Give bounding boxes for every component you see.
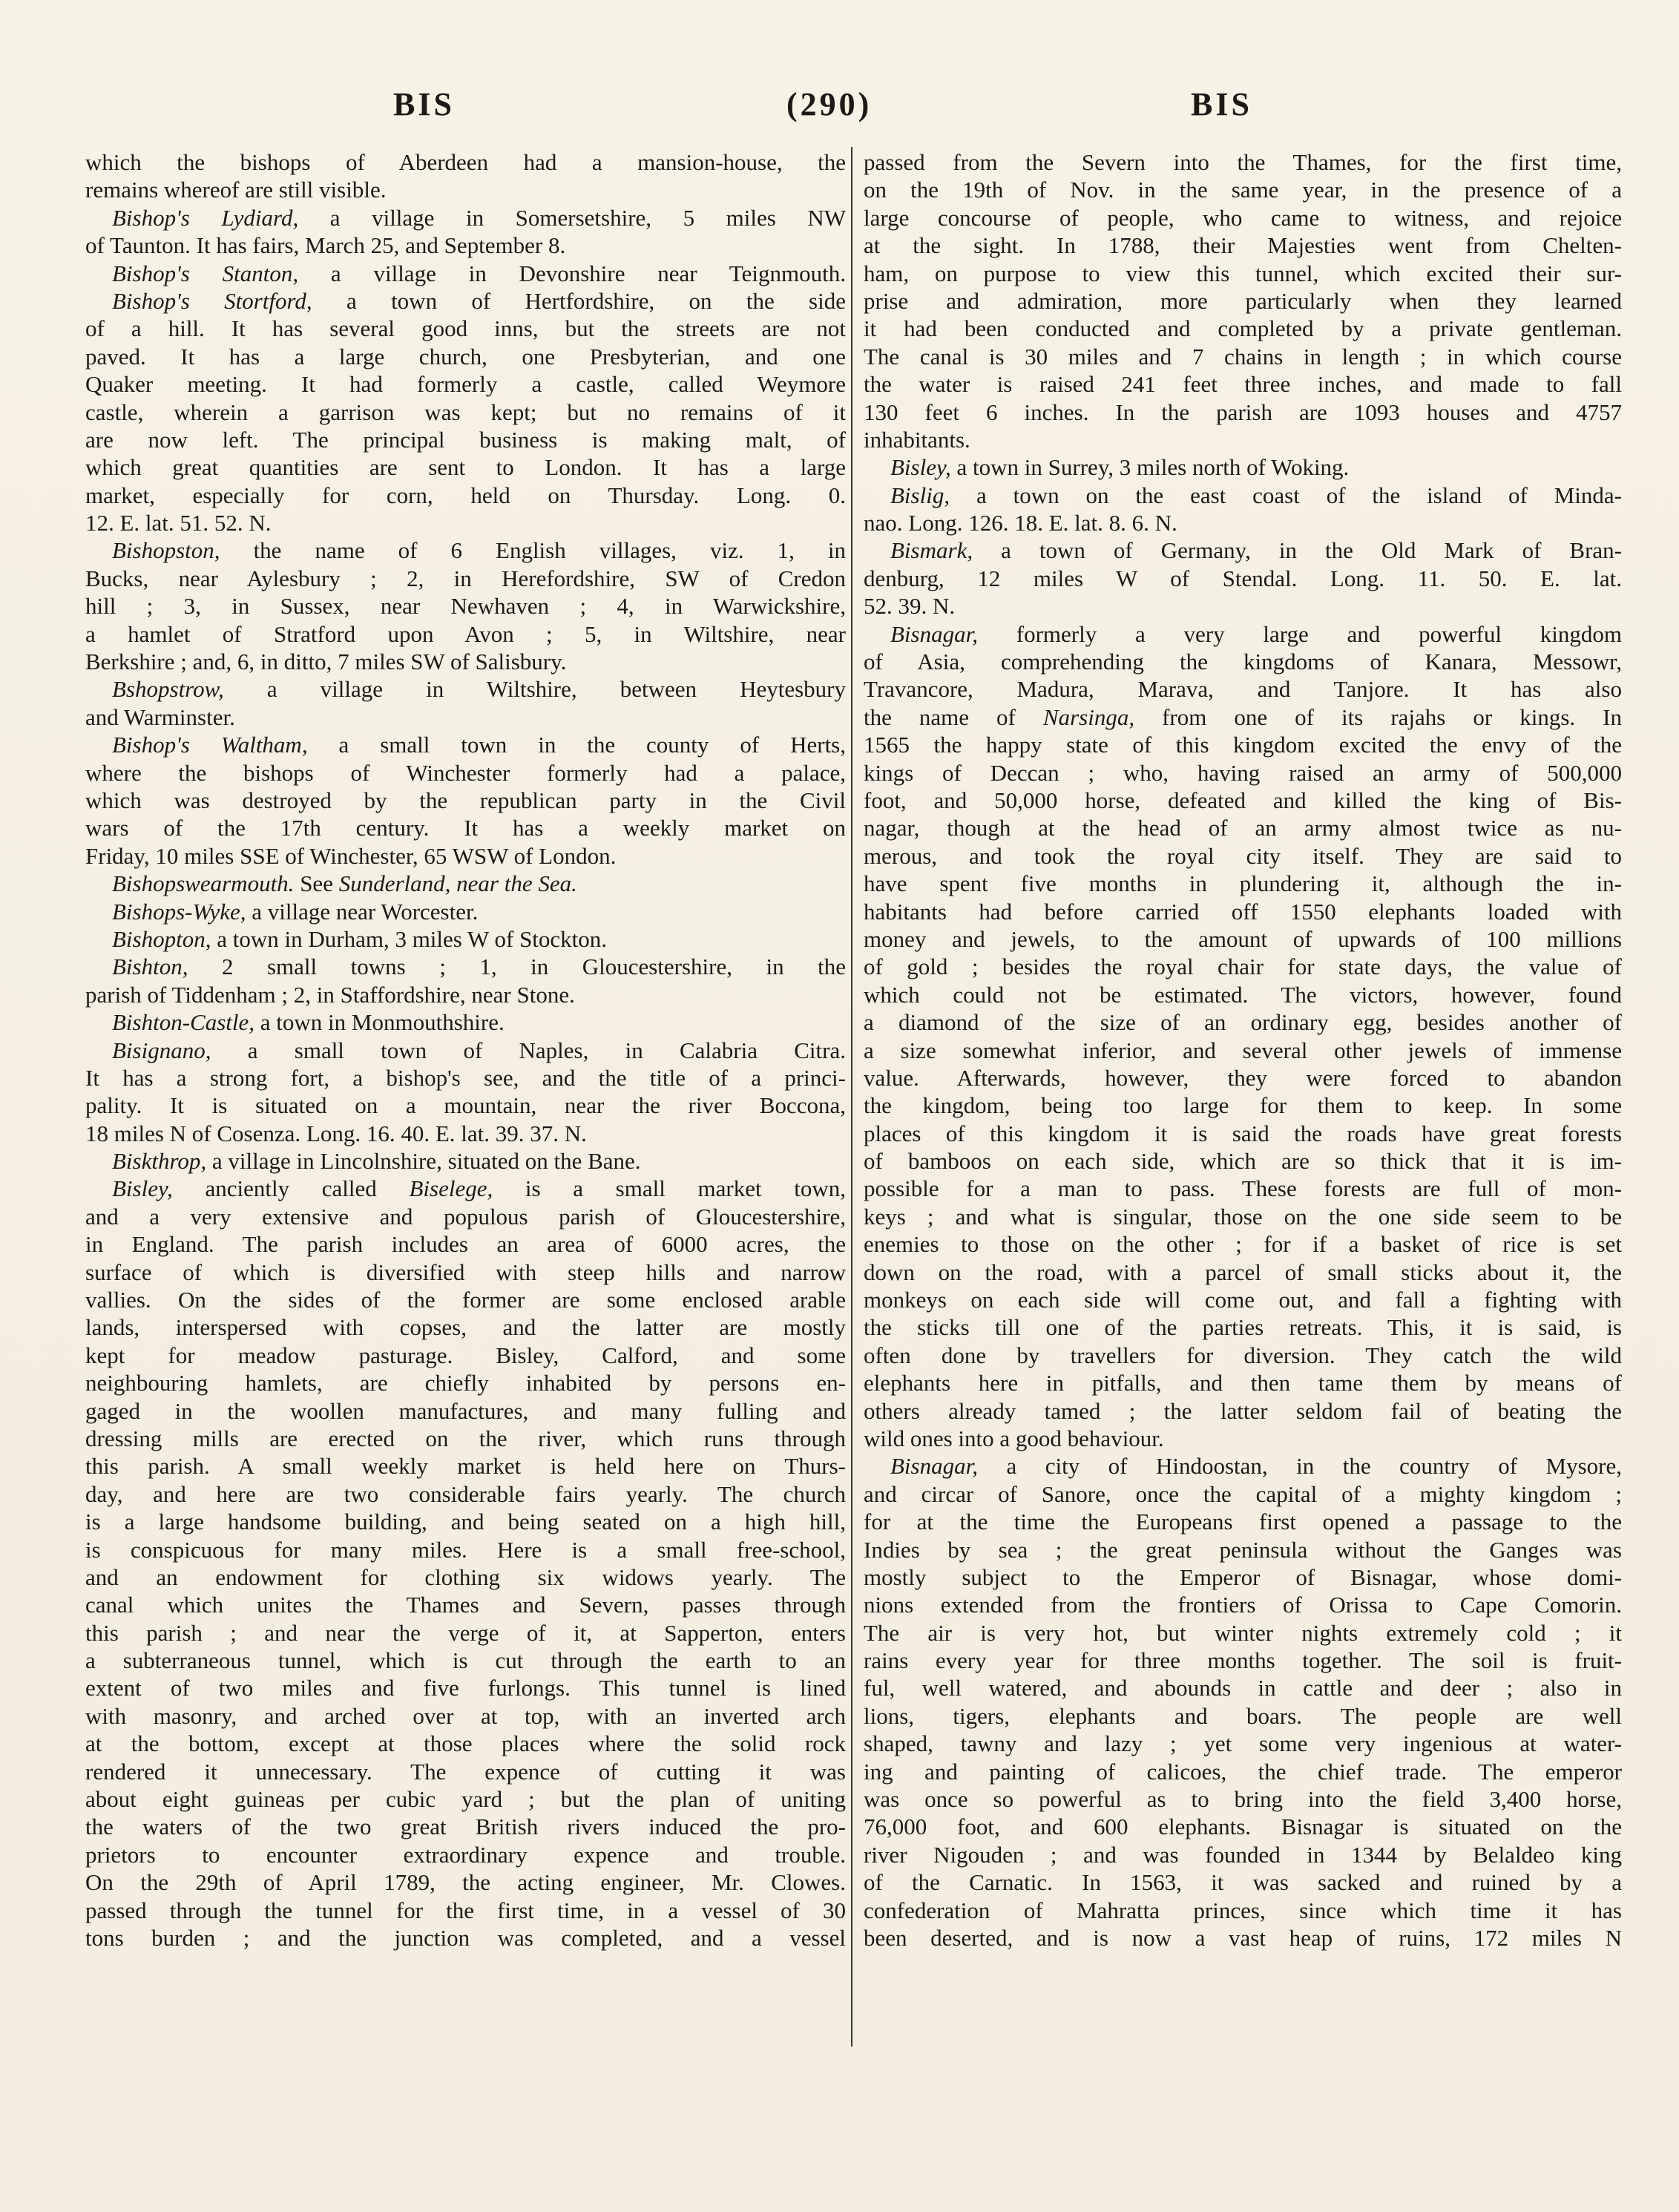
text-line (864, 703, 1622, 731)
entry-text: kept for meadow pasturage. Bisley, Calford, and some (85, 1342, 846, 1368)
text-line (864, 1868, 1622, 1896)
entry-text: The air is very hot, but winter nights extremely cold ; it (864, 1619, 1622, 1646)
entry-text: shaped, tawny and lazy ; yet some very ingenious at water- (864, 1730, 1622, 1757)
entry-text: Travancore, Madura, Marava, and Tanjore. It has also (864, 676, 1622, 703)
text-line (85, 925, 846, 953)
text-line (864, 1841, 1622, 1868)
entry-term: Bishton-Castle, (112, 1009, 255, 1036)
entry-text: from one of its rajahs or kings. In (1134, 703, 1622, 730)
entry-text: hill ; 3, in Sussex, near Newhaven ; 4, in Warwickshire, (85, 593, 846, 620)
entry-text: vallies. On the sides of the former are some enclosed arable (85, 1287, 846, 1313)
text-line (85, 1702, 846, 1730)
text-line (864, 1425, 1622, 1452)
text-line (85, 1813, 846, 1840)
text-line (85, 287, 846, 315)
entry-text: of a hill. It has several good inns, but the streets are not (85, 315, 846, 342)
entry-text: mostly subject to the Emperor of Bisnagar, whose domi- (864, 1563, 1622, 1590)
entry-text: on the 19th of Nov. in the same year, in the presence of a (864, 177, 1622, 203)
text-line (864, 232, 1622, 259)
entry-text: habitants had before carried off 1550 elephants loaded with (864, 898, 1622, 925)
entry-text: in England. The parish includes an area of 6000 acres, the (85, 1231, 846, 1258)
text-line (864, 204, 1622, 232)
entry-text: and Warminster. (85, 703, 235, 730)
text-line (85, 426, 846, 453)
text-line (85, 1120, 846, 1147)
text-line (85, 509, 846, 536)
entry-text: large concourse of people, who came to witness, and rejoice (864, 204, 1622, 231)
entry-text: a town of Germany, in the Old Mark of Bran- (973, 537, 1622, 564)
entry-text: castle, wherein a garrison was kept; but no remains of it (85, 398, 846, 425)
text-line (85, 1064, 846, 1092)
text-line (864, 1175, 1622, 1202)
entry-text: 18 miles N of Cosenza. Long. 16. 40. E. lat. 39. 37. N. (85, 1120, 587, 1146)
entry-text: value. Afterwards, however, they were forced to abandon (864, 1064, 1622, 1091)
entry-term: Bisley, (890, 454, 951, 481)
text-line (85, 981, 846, 1008)
text-line (864, 1369, 1622, 1397)
entry-text: river Nigouden ; and was founded in 1344 by Belaldeo king (864, 1841, 1622, 1868)
entry-term: Bishopston, (112, 537, 220, 564)
entry-text: about eight guineas per cubic yard ; but the plan of uniting (85, 1786, 846, 1813)
right-column (864, 148, 1622, 1952)
entry-text: others already tamed ; the latter seldom fail of beating the (864, 1397, 1622, 1424)
text-line (85, 1397, 846, 1425)
entry-text: and circar of Sanore, once the capital of a mighty kingdom ; (864, 1480, 1622, 1507)
entry-text: and an endowment for clothing six widows yearly. The (85, 1563, 846, 1590)
entry-text: at the bottom, except at those places where the solid rock (85, 1730, 846, 1757)
entry-text: anciently called (172, 1175, 410, 1202)
entry-text: monkeys on each side will come out, and fall a fighting with (864, 1287, 1622, 1313)
text-line (864, 426, 1622, 453)
text-line (85, 453, 846, 481)
entry-text: which was destroyed by the republican party in the Civil (85, 787, 846, 813)
text-line (864, 1203, 1622, 1230)
text-line (85, 1868, 846, 1896)
text-line (85, 842, 846, 870)
entry-text: gaged in the woollen manufactures, and many fulling and (85, 1397, 846, 1424)
entry-text: the water is raised 241 feet three inches, and made to fall (864, 371, 1622, 398)
text-line (85, 814, 846, 841)
text-line (85, 1037, 846, 1064)
entry-term: Bishopswearmouth. (112, 870, 295, 897)
entry-text: and a very extensive and populous parish of Gloucestershire, (85, 1203, 846, 1230)
entry-text: a village in Devonshire near Teignmouth. (298, 260, 846, 286)
text-line (85, 1785, 846, 1813)
text-line (85, 592, 846, 620)
entry-term: Bishops-Wyke, (112, 898, 246, 925)
entry-text: wars of the 17th century. It has a weekly market on (85, 815, 846, 841)
text-line (864, 1813, 1622, 1840)
entry-text: the kingdom, being too large for them to keep. In some (864, 1092, 1622, 1119)
entry-text: inhabitants. (864, 426, 970, 453)
text-line (864, 1563, 1622, 1591)
text-line (864, 1147, 1622, 1175)
entry-text: was once so powerful as to bring into the field 3,400 horse, (864, 1786, 1622, 1813)
text-line (864, 315, 1622, 342)
text-line (85, 1536, 846, 1563)
text-line (85, 176, 846, 203)
text-line (864, 148, 1622, 176)
text-line (864, 1591, 1622, 1618)
text-line (85, 1342, 846, 1369)
text-line (864, 1536, 1622, 1563)
entry-text: lands, interspersed with copses, and the latter are mostly (85, 1314, 846, 1341)
page-number: (290) (786, 86, 873, 122)
text-line (85, 565, 846, 592)
entry-text: the sticks till one of the parties retreats. This, it is said, is (864, 1314, 1622, 1341)
text-line (864, 1092, 1622, 1119)
text-line (85, 1619, 846, 1647)
text-line (864, 565, 1622, 592)
entry-text: a small town in the county of Herts, (307, 732, 846, 758)
text-line (85, 148, 846, 176)
entry-term: Bisnagar, (890, 620, 978, 647)
entry-text: Bucks, near Aylesbury ; 2, in Herefordshire, SW of Credon (85, 565, 846, 591)
entry-text: 52. 39. N. (864, 593, 956, 620)
text-line (864, 370, 1622, 398)
text-line (85, 1452, 846, 1480)
entry-text: canal which unites the Thames and Severn, passes through (85, 1592, 846, 1618)
entry-text: is a large handsome building, and being seated on a high hill, (85, 1509, 846, 1535)
entry-text: the name of 6 English villages, viz. 1, in (220, 537, 846, 564)
entry-text: day, and here are two considerable fairs yearly. The church (85, 1480, 846, 1507)
entry-text: formerly a very large and powerful kingdom (978, 620, 1622, 647)
text-line (864, 1230, 1622, 1258)
entry-text: paved. It has a large church, one Presbyterian, and one (85, 343, 846, 370)
text-line (864, 1452, 1622, 1480)
text-line (864, 1674, 1622, 1701)
entry-text: it had been conducted and completed by a private gentleman. (864, 315, 1622, 342)
entry-text: merous, and took the royal city itself. They are said to (864, 842, 1622, 869)
text-line (85, 398, 846, 426)
text-line (85, 1647, 846, 1674)
entry-text: have spent five months in plundering it, although the in- (864, 870, 1622, 897)
entry-text: money and jewels, to the amount of upwards of 100 millions (864, 925, 1622, 952)
column-divider (851, 147, 852, 2047)
text-line (864, 925, 1622, 953)
entry-text: nagar, though at the head of an army almost twice as nu- (864, 815, 1622, 841)
text-line (85, 648, 846, 675)
text-line (85, 232, 846, 259)
text-line (85, 1092, 846, 1119)
text-line (864, 1647, 1622, 1674)
entry-text: Quaker meeting. It had formerly a castle, called Weymore (85, 371, 846, 398)
entry-text: a village in Wiltshire, between Heytesbury (223, 676, 846, 703)
text-line (864, 343, 1622, 370)
entry-text: lions, tigers, elephants and boars. The people are well (864, 1702, 1622, 1729)
text-line (85, 1730, 846, 1757)
text-line (864, 1258, 1622, 1286)
text-line (864, 675, 1622, 703)
entry-text: ing and painting of calicoes, the chief trade. The emperor (864, 1758, 1622, 1785)
text-line (85, 759, 846, 787)
entry-text: a town of Hertfordshire, on the side (312, 287, 846, 314)
entry-text: remains whereof are still visible. (85, 177, 387, 203)
text-line (85, 1480, 846, 1508)
text-line (85, 1674, 846, 1701)
entry-text: the waters of the two great British rivers induced the pro- (85, 1814, 846, 1840)
entry-term: Bismark, (890, 537, 973, 564)
text-line (864, 1037, 1622, 1064)
entry-text: See (294, 870, 339, 897)
text-line (864, 814, 1622, 841)
entry-text: enemies to those on the other ; for if a basket of rice is set (864, 1231, 1622, 1258)
text-line (864, 592, 1622, 620)
text-line (85, 1758, 846, 1785)
entry-text: a village near Worcester. (246, 898, 479, 925)
entry-term: Bishop's Lydiard, (112, 204, 299, 231)
entry-term: Biselege, (409, 1175, 493, 1202)
entry-term: Narsinga, (1042, 703, 1135, 730)
text-line (864, 260, 1622, 287)
text-line (85, 1508, 846, 1535)
text-line (85, 260, 846, 287)
entry-text: prietors to encounter extraordinary expence and trouble. (85, 1841, 846, 1868)
entry-text: 130 feet 6 inches. In the parish are 1093 houses and 4757 (864, 398, 1622, 425)
entry-text: 2 small towns ; 1, in Gloucestershire, in the (188, 954, 846, 980)
text-line (864, 953, 1622, 980)
entry-text: nions extended from the frontiers of Orissa to Cape Comorin. (864, 1592, 1622, 1618)
text-line (85, 675, 846, 703)
entry-text: wild ones into a good behaviour. (864, 1425, 1164, 1451)
text-line (864, 731, 1622, 758)
entry-term: Bishton, (112, 954, 188, 980)
text-line (864, 1730, 1622, 1757)
text-line (864, 1897, 1622, 1924)
running-header (0, 85, 1679, 130)
text-line (85, 1425, 846, 1452)
entry-text: surface of which is diversified with steep hills and narrow (85, 1258, 846, 1285)
text-line (85, 731, 846, 758)
entry-text: extent of two miles and five furlongs. This tunnel is lined (85, 1675, 846, 1701)
text-line (864, 287, 1622, 315)
text-line (85, 482, 846, 509)
entry-text: pality. It is situated on a mountain, near the river Boccona, (85, 1092, 846, 1119)
entry-text: dressing mills are erected on the river, which runs through (85, 1425, 846, 1451)
entry-text: 12. E. lat. 51. 52. N. (85, 510, 272, 536)
entry-term: Sunderland, near the Sea. (338, 870, 577, 897)
text-line (864, 398, 1622, 426)
text-line (864, 1619, 1622, 1647)
text-line (85, 1175, 846, 1202)
text-line (864, 1702, 1622, 1730)
text-line (85, 870, 846, 897)
text-line (85, 1563, 846, 1591)
text-line (864, 842, 1622, 870)
entry-text: 1565 the happy state of this kingdom excited the envy of the (864, 732, 1622, 758)
entry-term: Bisignano, (112, 1037, 211, 1063)
entry-text: which the bishops of Aberdeen had a mansion-house, the (85, 149, 846, 175)
entry-text: elephants here in pitfalls, and then tame them by means of (864, 1370, 1622, 1397)
entry-text: foot, and 50,000 horse, defeated and killed the king of Bis- (864, 787, 1622, 813)
text-line (864, 981, 1622, 1008)
entry-text: been deserted, and is now a vast heap of ruins, 172 miles N (864, 1925, 1622, 1951)
text-line (864, 1785, 1622, 1813)
text-line (864, 1008, 1622, 1036)
entry-text: a subterraneous tunnel, which is cut through the earth to an (85, 1647, 846, 1674)
text-line (864, 1924, 1622, 1952)
entry-term: Bislig, (890, 482, 950, 508)
text-line (85, 1369, 846, 1397)
text-line (864, 1480, 1622, 1508)
entry-text: confederation of Mahratta princes, since which time it has (864, 1897, 1622, 1923)
entry-text: which could not be estimated. The victors, however, found (864, 981, 1622, 1008)
text-line (85, 536, 846, 564)
entry-text: a size somewhat inferior, and several other jewels of immense (864, 1037, 1622, 1063)
entry-term: Bisley, (112, 1175, 173, 1202)
entry-text: On the 29th of April 1789, the acting engineer, Mr. Clowes. (85, 1869, 846, 1896)
text-line (864, 176, 1622, 203)
entry-text: neighbouring hamlets, are chiefly inhabited by persons en- (85, 1370, 846, 1397)
entry-text: a town on the east coast of the island of Minda- (950, 482, 1622, 508)
text-line (85, 953, 846, 980)
text-line (85, 898, 846, 925)
entry-text: It has a strong fort, a bishop's see, and the title of a princi- (85, 1064, 846, 1091)
left-column (85, 148, 846, 1952)
entry-term: Bishop's Stortford, (112, 287, 312, 314)
text-line (85, 370, 846, 398)
text-line (864, 648, 1622, 675)
entry-text: Friday, 10 miles SSE of Winchester, 65 WSW of London. (85, 842, 617, 869)
entry-text: places of this kingdom it is said the roads have great forests (864, 1120, 1622, 1146)
text-line (85, 620, 846, 648)
text-line (864, 1120, 1622, 1147)
text-line (85, 1591, 846, 1618)
entry-text: ful, well watered, and abounds in cattle and deer ; also in (864, 1675, 1622, 1701)
text-line (85, 1286, 846, 1313)
text-line (864, 1508, 1622, 1535)
entry-term: Bshopstrow, (112, 676, 224, 703)
text-line (85, 1841, 846, 1868)
entry-text: keys ; and what is singular, those on the one side seem to be (864, 1203, 1622, 1230)
entry-text: kings of Deccan ; who, having raised an army of 500,000 (864, 759, 1622, 786)
text-line (864, 787, 1622, 814)
entry-text: a town in Durham, 3 miles W of Stockton. (211, 925, 608, 952)
entry-text: a hamlet of Stratford upon Avon ; 5, in Wiltshire, near (85, 620, 846, 647)
entry-text: of Taunton. It has fairs, March 25, and September 8. (85, 232, 566, 259)
text-line (864, 1313, 1622, 1341)
entry-text: a village in Lincolnshire, situated on the Bane. (206, 1148, 641, 1175)
entry-text: possible for a man to pass. These forests are full of mon- (864, 1175, 1622, 1202)
text-line (85, 315, 846, 342)
text-line (864, 1758, 1622, 1785)
entry-text: Indies by sea ; the great peninsula without the Ganges was (864, 1536, 1622, 1563)
header-right-word: BIS (1191, 86, 1252, 122)
entry-text: of Asia, comprehending the kingdoms of Kanara, Messowr, (864, 649, 1622, 675)
entry-text: tons burden ; and the junction was completed, and a vessel (85, 1925, 846, 1951)
header-left-word: BIS (393, 86, 455, 122)
text-line (864, 759, 1622, 787)
entry-text: nao. Long. 126. 18. E. lat. 8. 6. N. (864, 510, 1177, 536)
entry-text: this parish ; and near the verge of it, at Sapperton, enters (85, 1619, 846, 1646)
entry-text: often done by travellers for diversion. They catch the wild (864, 1342, 1622, 1368)
text-line (864, 509, 1622, 536)
text-line (85, 1313, 846, 1341)
entry-text: market, especially for corn, held on Thursday. Long. 0. (85, 482, 846, 508)
entry-text: 76,000 foot, and 600 elephants. Bisnagar is situated on the (864, 1814, 1622, 1840)
entry-text: for at the time the Europeans first opened a passage to the (864, 1509, 1622, 1535)
entry-text: is conspicuous for many miles. Here is a small free-school, (85, 1536, 846, 1563)
text-line (864, 620, 1622, 648)
text-line (85, 1230, 846, 1258)
entry-text: where the bishops of Winchester formerly had a palace, (85, 759, 846, 786)
entry-text: ham, on purpose to view this tunnel, which excited their sur- (864, 260, 1622, 286)
entry-text: this parish. A small weekly market is held here on Thurs- (85, 1453, 846, 1480)
text-line (864, 536, 1622, 564)
entry-text: the name of (864, 703, 1043, 730)
text-line (85, 787, 846, 814)
text-line (85, 1147, 846, 1175)
entry-term: Bishopton, (112, 925, 211, 952)
entry-text: passed through the tunnel for the first time, in a vessel of 30 (85, 1897, 846, 1923)
entry-text: a diamond of the size of an ordinary egg, besides another of (864, 1009, 1622, 1036)
entry-text: passed from the Severn into the Thames, for the first time, (864, 149, 1622, 175)
entry-text: Berkshire ; and, 6, in ditto, 7 miles SW of Salisbury. (85, 649, 567, 675)
text-line (864, 898, 1622, 925)
text-line (85, 204, 846, 232)
text-line (864, 1286, 1622, 1313)
text-line (864, 1064, 1622, 1092)
text-line (85, 1924, 846, 1952)
entry-text: prise and admiration, more particularly when they learned (864, 287, 1622, 314)
entry-text: a town in Monmouthshire. (254, 1009, 505, 1036)
text-line (864, 870, 1622, 897)
text-line (85, 343, 846, 370)
text-line (85, 1203, 846, 1230)
text-line (864, 453, 1622, 481)
text-line (85, 703, 846, 731)
entry-text: with masonry, and arched over at top, with an inverted arch (85, 1702, 846, 1729)
entry-text: which great quantities are sent to London. It has a large (85, 454, 846, 481)
text-line (864, 1397, 1622, 1425)
text-line (85, 1258, 846, 1286)
entry-term: Biskthrop, (112, 1148, 207, 1175)
text-line (85, 1897, 846, 1924)
entry-text: a small town of Naples, in Calabria Citra. (211, 1037, 846, 1063)
entry-text: at the sight. In 1788, their Majesties went from Chelten- (864, 232, 1622, 259)
entry-text: parish of Tiddenham ; 2, in Staffordshire, near Stone. (85, 981, 575, 1008)
entry-text: a town in Surrey, 3 miles north of Woking. (950, 454, 1350, 481)
text-line (85, 1008, 846, 1036)
entry-text: a village in Somersetshire, 5 miles NW (298, 204, 846, 231)
entry-term: Bishop's Stanton, (112, 260, 299, 286)
entry-text: down on the road, with a parcel of small sticks about it, the (864, 1258, 1622, 1285)
text-line (864, 482, 1622, 509)
entry-text: is a small market town, (493, 1175, 846, 1202)
entry-text: of gold ; besides the royal chair for state days, the value of (864, 954, 1622, 980)
entry-text: of the Carnatic. In 1563, it was sacked and ruined by a (864, 1869, 1622, 1896)
entry-text: denburg, 12 miles W of Stendal. Long. 11. 50. E. lat. (864, 565, 1622, 591)
entry-text: of bamboos on each side, which are so thick that it is im- (864, 1148, 1622, 1175)
entry-term: Bisnagar, (890, 1453, 978, 1480)
text-line (864, 1342, 1622, 1369)
entry-text: a city of Hindoostan, in the country of Mysore, (978, 1453, 1622, 1480)
entry-text: The canal is 30 miles and 7 chains in length ; in which course (864, 343, 1622, 370)
entry-text: are now left. The principal business is making malt, of (85, 426, 846, 453)
entry-term: Bishop's Waltham, (112, 732, 308, 758)
entry-text: rendered it unnecessary. The expence of cutting it was (85, 1758, 846, 1785)
entry-text: rains every year for three months together. The soil is fruit- (864, 1647, 1622, 1674)
